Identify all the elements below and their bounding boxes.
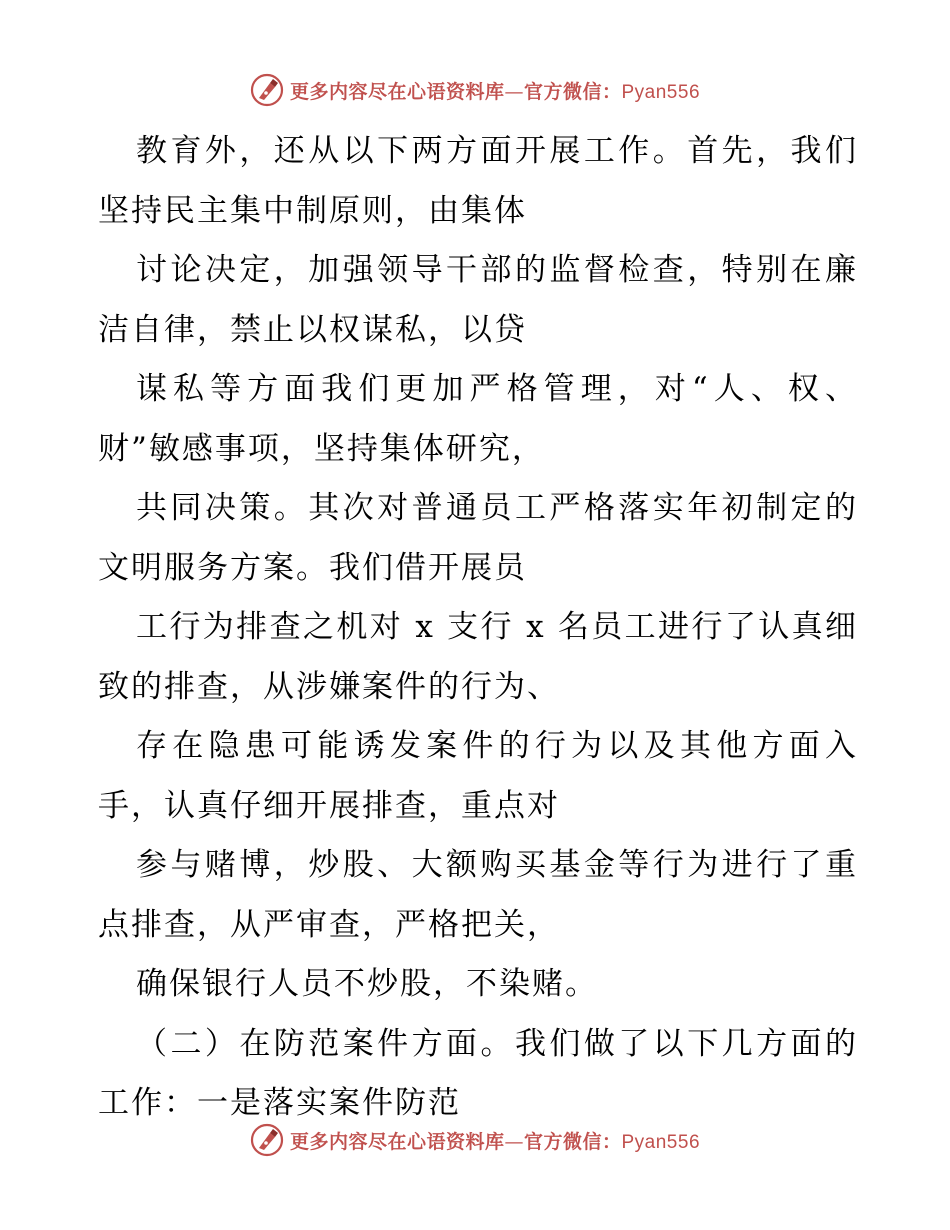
pen-nib-icon [250, 1123, 284, 1157]
paragraph: 工行为排查之机对 x 支行 x 名员工进行了认真细致的排查，从涉嫌案件的行为、 [98, 609, 858, 705]
paragraph: 存在隐患可能诱发案件的行为以及其他方面入手，认真仔细开展排查，重点对 [98, 728, 858, 824]
document-body [98, 122, 858, 1134]
paragraph: （二）在防范案件方面。我们做了以下几方面的工作：一是落实案件防范 [98, 1025, 858, 1121]
pen-nib-icon [250, 73, 284, 107]
paragraph: 参与赌博，炒股、大额购买基金等行为进行了重点排查，从严审查，严格把关， [98, 847, 858, 943]
footer-banner-text: 更多内容尽在心语资料库—官方微信：Pyan556 [289, 1130, 701, 1153]
paragraph: 共同决策。其次对普通员工严格落实年初制定的文明服务方案。我们借开展员 [98, 490, 858, 586]
paragraph: 谋私等方面我们更加严格管理，对“人、权、财”敏感事项，坚持集体研究， [98, 371, 858, 467]
paragraph: 确保银行人员不炒股，不染赌。 [136, 966, 598, 1002]
paragraph: 讨论决定，加强领导干部的监督检查，特别在廉洁自律，禁止以权谋私，以贷 [98, 252, 858, 348]
paragraph: 教育外，还从以下两方面开展工作。首先，我们坚持民主集中制原则，由集体 [98, 133, 858, 229]
header-banner [0, 70, 950, 110]
footer-banner [0, 1120, 950, 1160]
header-banner-text: 更多内容尽在心语资料库—官方微信：Pyan556 [289, 80, 701, 103]
